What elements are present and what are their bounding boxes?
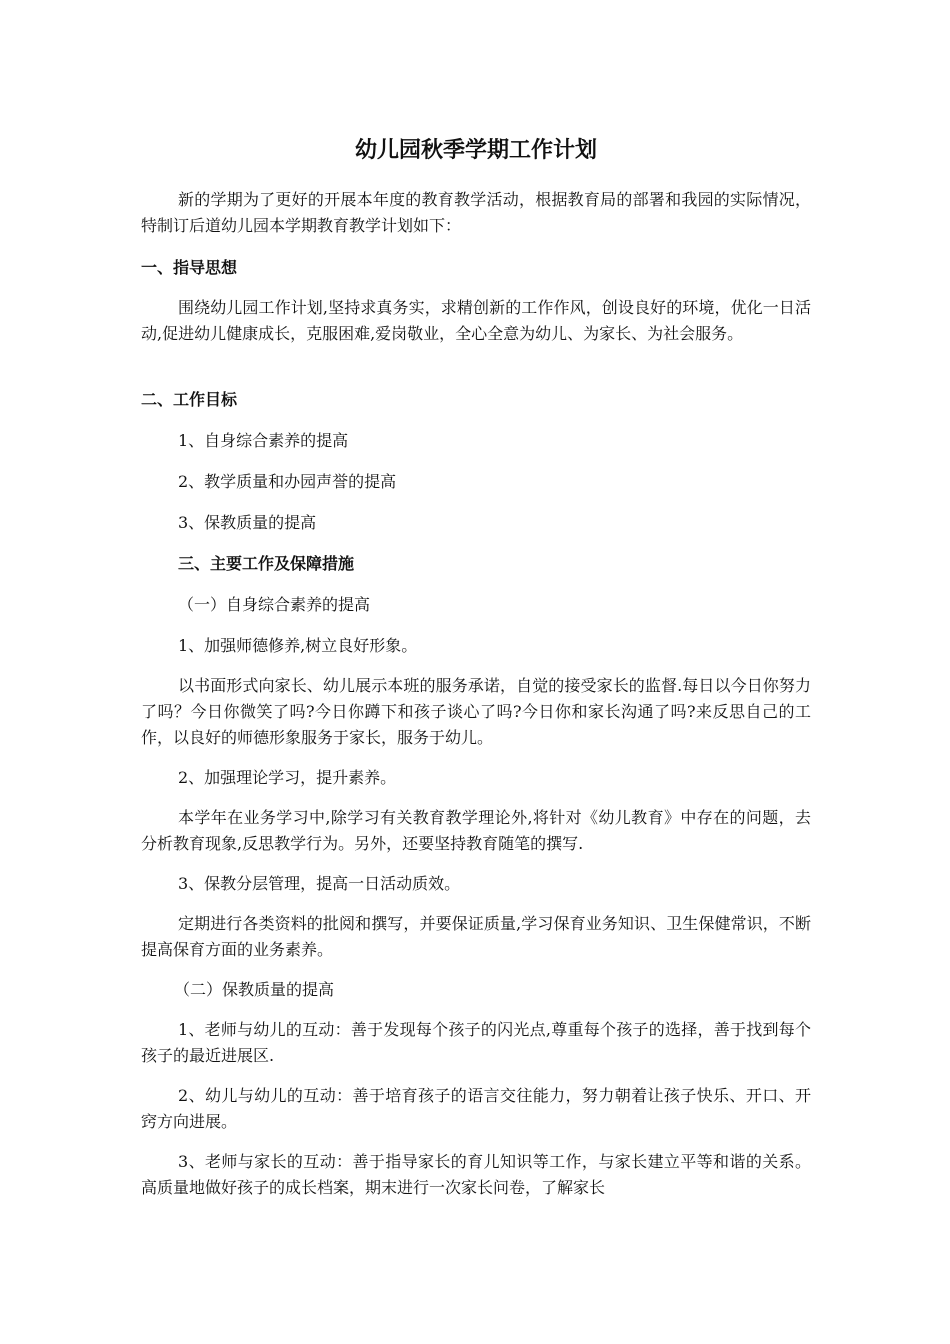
care-paragraph-teacher-parent: 3、老师与家长的互动：善于指导家长的育儿知识等工作，与家长建立平等和谐的关系。高质量地做好孩子的成长档案，期末进行一次家长问卷，了解家长	[141, 1152, 811, 1197]
subsection-heading-self-quality: （一）自身综合素养的提高	[178, 595, 371, 614]
section-heading-work-goals: 二、工作目标	[141, 390, 238, 409]
document-page	[141, 0, 811, 1344]
section-heading-main-work: 三、主要工作及保障措施	[178, 554, 355, 573]
goal-item: 2、教学质量和办园声誉的提高	[178, 472, 397, 491]
guiding-ideology-paragraph: 围绕幼儿园工作计划,坚持求真务实，求精创新的工作作风，创设良好的环境，优化一日活动,促进幼儿健康成长，克服困难,爱岗敬业，全心全意为幼儿、为家长、为社会服务。	[141, 298, 811, 343]
item-heading-ethics: 1、加强师德修养,树立良好形象。	[178, 636, 418, 655]
section-heading-guiding-ideology: 一、指导思想	[141, 258, 238, 277]
care-paragraph-teacher-child: 1、老师与幼儿的互动：善于发现每个孩子的闪光点,尊重每个孩子的选择，善于找到每个孩子的最近进展区.	[141, 1020, 811, 1065]
intro-paragraph: 新的学期为了更好的开展本年度的教育教学活动，根据教育局的部署和我园的实际情况，特制订后道幼儿园本学期教育教学计划如下：	[141, 190, 811, 235]
theory-study-paragraph: 本学年在业务学习中,除学习有关教育教学理论外,将针对《幼儿教育》中存在的问题，去分析教育现象,反思教学行为。另外，还要坚持教育随笔的撰写.	[141, 808, 811, 853]
item-heading-layered-management: 3、保教分层管理，提高一日活动质效。	[178, 874, 461, 893]
ethics-paragraph: 以书面形式向家长、幼儿展示本班的服务承诺，自觉的接受家长的监督.每日以今日你努力了吗？今日你微笑了吗?今日你蹲下和孩子谈心了吗?今日你和家长沟通了吗?来反思自己的工作，以良好的师德形象服务于家长，服务于幼儿。	[141, 676, 811, 747]
care-paragraph-child-child: 2、幼儿与幼儿的互动：善于培育孩子的语言交往能力，努力朝着让孩子快乐、开口、开窍方向进展。	[141, 1086, 811, 1131]
goal-item: 1、自身综合素养的提高	[178, 431, 349, 450]
document-title: 幼儿园秋季学期工作计划	[354, 138, 597, 163]
layered-management-paragraph: 定期进行各类资料的批阅和撰写，并要保证质量,学习保育业务知识、卫生保健常识，不断提高保育方面的业务素养。	[141, 914, 811, 959]
goal-item: 3、保教质量的提高	[178, 513, 317, 532]
subsection-heading-care-quality: （二）保教质量的提高	[174, 980, 335, 999]
item-heading-theory-study: 2、加强理论学习，提升素养。	[178, 768, 397, 787]
